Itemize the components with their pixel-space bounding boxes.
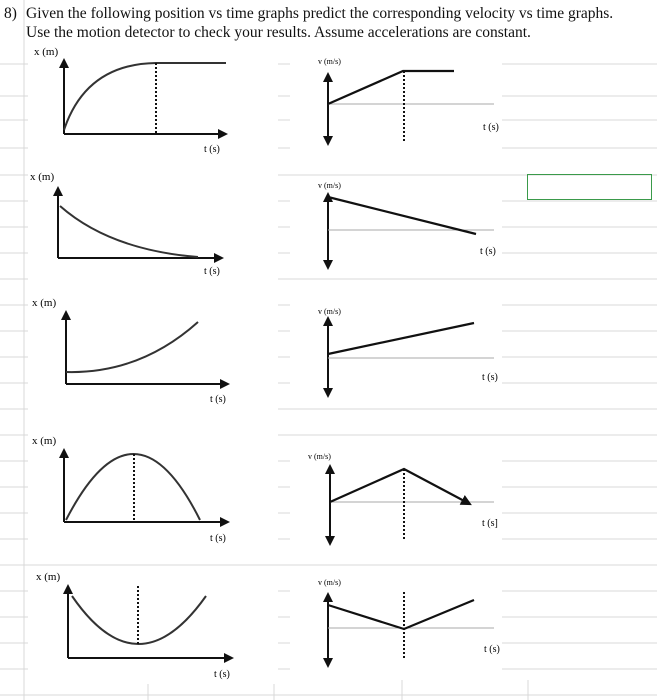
velocity-curve — [330, 469, 468, 503]
velocity-curve — [328, 600, 474, 629]
velocity-curve — [328, 197, 476, 234]
position-graph-4 — [32, 435, 228, 544]
velocity-axis-label: v (m/s) — [308, 452, 331, 461]
velocity-graph-1 — [318, 57, 499, 144]
velocity-curve — [328, 71, 454, 104]
position-curve — [60, 206, 198, 257]
position-axis-label: x (m) — [32, 435, 57, 447]
position-curve — [66, 322, 198, 372]
position-graph-5 — [36, 571, 232, 680]
velocity-axis-label: v (m/s) — [318, 57, 341, 66]
position-graph-1 — [34, 46, 226, 155]
velocity-graph-5 — [318, 578, 500, 666]
velocity-graph-3 — [318, 307, 498, 396]
time-axis-label: t (s) — [483, 122, 499, 133]
time-axis-label: t (s) — [204, 144, 220, 155]
time-axis-label: t (s) — [210, 394, 226, 405]
question-line-1: Given the following position vs time graphs predict the corresponding velocity vs time graphs. — [26, 5, 614, 22]
question-line-2: Use the motion detector to check your results. Assume accelerations are constant. — [26, 24, 531, 41]
time-axis-label: t (s) — [484, 644, 500, 655]
position-axis-label: x (m) — [32, 297, 57, 309]
position-axis-label: x (m) — [30, 171, 55, 183]
time-axis-label: t (s) — [204, 266, 220, 277]
time-axis-label: t (s) — [210, 533, 226, 544]
position-axis-label: x (m) — [36, 571, 61, 583]
velocity-axis-label: v (m/s) — [318, 307, 341, 316]
velocity-graph-4 — [308, 452, 498, 544]
velocity-graph-2 — [318, 181, 496, 268]
velocity-curve — [328, 323, 474, 354]
question-number: 8) — [4, 5, 17, 22]
position-graph-3 — [32, 297, 228, 405]
position-curve — [64, 63, 226, 130]
time-axis-label: t (s] — [482, 518, 498, 529]
velocity-axis-label: v (m/s) — [318, 181, 341, 190]
time-axis-label: t (s) — [214, 669, 230, 680]
velocity-axis-label: v (m/s) — [318, 578, 341, 587]
position-graph-2 — [30, 171, 222, 277]
position-axis-label: x (m) — [34, 46, 59, 58]
time-axis-label: t (s) — [480, 246, 496, 257]
time-axis-label: t (s) — [482, 372, 498, 383]
